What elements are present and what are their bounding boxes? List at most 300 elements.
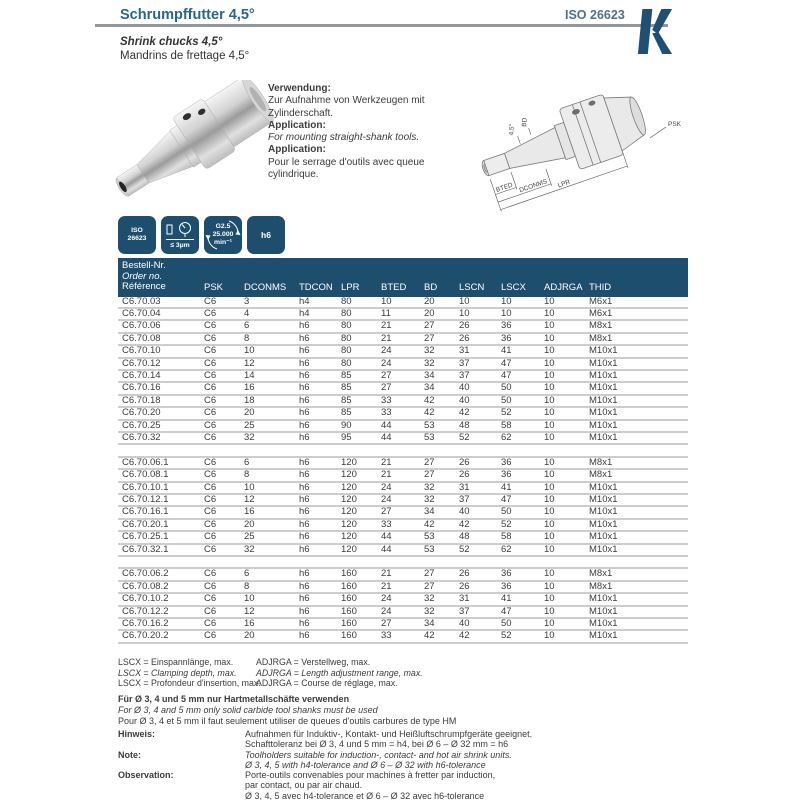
table-cell: 11 [377,308,420,320]
table-cell: h6 [295,370,337,382]
table-cell: 24 [377,345,420,357]
table-cell: 31 [455,345,497,357]
table-cell: h6 [295,320,337,332]
table-cell: 50 [497,506,540,518]
table-cell: 27 [420,568,455,580]
note-line: par contact, ou par air chaud. [245,780,363,791]
table-cell: C6 [200,606,240,618]
table-cell: C6.70.12 [118,358,200,370]
table-cell: 31 [455,482,497,494]
table-cell: 120 [337,544,377,556]
table-cell: 32 [420,606,455,618]
table-cell: 34 [420,382,455,394]
table-cell: C6.70.08.2 [118,581,200,593]
table-cell: M10x1 [585,395,688,407]
usage-text-fr: Pour le serrage d'outils avec queue cylindrique. [268,156,425,181]
table-cell: 20 [240,519,295,531]
table-cell: M10x1 [585,531,688,543]
table-cell: C6.70.20.2 [118,630,200,642]
table-cell: h6 [295,457,337,469]
table-row [118,320,688,332]
table-cell: h6 [295,382,337,394]
table-cell: 85 [337,395,377,407]
table-cell: 27 [377,382,420,394]
table-cell: 53 [420,531,455,543]
product-photo [100,80,290,208]
spec-table [118,258,688,644]
table-cell: M8x1 [585,469,688,481]
column-header: PSK [200,258,240,297]
table-cell: 27 [420,469,455,481]
table-cell: 10 [540,618,585,630]
table-cell: 27 [420,333,455,345]
table-cell: 10 [540,457,585,469]
table-cell: 44 [377,531,420,543]
table-cell: C6.70.18 [118,395,200,407]
table-row [118,297,688,308]
legend-line: LSCX = Clamping depth, max. [118,667,237,678]
table-cell: 6 [240,320,295,332]
table-cell: 6 [240,457,295,469]
table-cell: 160 [337,630,377,642]
note-body [245,770,675,800]
column-header: THID [585,258,688,297]
table-cell: 32 [420,358,455,370]
table-cell: C6.70.32.1 [118,544,200,556]
rotation-arrows-icon [204,216,242,254]
table-cell: 10 [540,469,585,481]
table-row [118,568,688,580]
table-cell: 16 [240,382,295,394]
spec-badges [118,216,285,254]
ref-header-de: Bestell-Nr. [122,260,166,271]
table-cell: M10x1 [585,618,688,630]
table-cell: h6 [295,568,337,580]
table-cell: 27 [377,370,420,382]
table-cell: 53 [420,432,455,444]
table-cell: 10 [540,370,585,382]
table-cell: 120 [337,469,377,481]
table-cell: 34 [420,618,455,630]
table-cell: h6 [295,494,337,506]
column-header: LSCN [455,258,497,297]
table-cell: C6 [200,407,240,419]
table-cell: 120 [337,494,377,506]
table-cell: 40 [455,618,497,630]
table-cell: C6.70.06 [118,320,200,332]
table-row [118,531,688,543]
table-cell: 16 [240,506,295,518]
table-cell: C6 [200,469,240,481]
table-cell: 120 [337,531,377,543]
table-cell: 26 [455,457,497,469]
table-cell: 160 [337,606,377,618]
table-cell: 41 [497,593,540,605]
column-header: LSCX [497,258,540,297]
table-row [118,382,688,394]
table-cell: 160 [337,593,377,605]
table-cell: 24 [377,593,420,605]
table-cell: 44 [377,544,420,556]
table-cell: 47 [497,606,540,618]
table-cell: C6 [200,457,240,469]
dim-label-angle: 4,5° [508,123,516,136]
column-header: ADJRGA [540,258,585,297]
table-cell: 10 [540,606,585,618]
table-cell: M10x1 [585,544,688,556]
section-separator [118,556,688,568]
table-cell: M8x1 [585,457,688,469]
note-label: Hinweis: [118,729,156,739]
table-cell: 36 [497,333,540,345]
table-cell: 95 [337,432,377,444]
table-cell: 18 [240,395,295,407]
table-cell: 36 [497,320,540,332]
table-cell: 26 [455,320,497,332]
table-cell: 32 [420,593,455,605]
table-cell: C6.70.16.2 [118,618,200,630]
table-cell: 10 [540,432,585,444]
table-cell: 24 [377,358,420,370]
table-cell: C6.70.10.2 [118,593,200,605]
table-cell: M8x1 [585,581,688,593]
dim-label-dconms: DCONMS [518,178,549,195]
dim-label-bted: BTED [495,181,514,194]
usage-label-en: Application: [268,119,326,131]
table-cell: h6 [295,606,337,618]
note-body [245,729,675,750]
table-row [118,370,688,382]
usage-text-de: Zur Aufnahme von Werkzeugen mit Zylinderschaft. [268,95,425,119]
table-cell: C6 [200,618,240,630]
table-row [118,358,688,370]
table-cell: M10x1 [585,482,688,494]
table-cell: 25 [240,531,295,543]
table-cell: 21 [377,457,420,469]
table-cell: h6 [295,407,337,419]
table-cell: 24 [377,482,420,494]
table-row [118,494,688,506]
table-cell: 62 [497,432,540,444]
table-cell: 27 [420,457,455,469]
table-row [118,544,688,556]
legend-lscx [118,657,261,689]
legend-line: ADJRGA = Course de réglage, max. [256,678,398,689]
table-cell: M10x1 [585,432,688,444]
table-cell: 50 [497,618,540,630]
table-cell: 10 [540,630,585,642]
subtitle-english: Shrink chucks 4,5° [120,36,223,48]
runout-badge [161,216,199,254]
note-label: Note: [118,749,141,760]
tolerance-badge [247,216,285,254]
table-cell: 10 [540,581,585,593]
table-cell: h6 [295,469,337,481]
usage-label-fr: Application: [268,144,326,156]
table-cell: 34 [420,370,455,382]
table-cell: 160 [337,568,377,580]
table-cell: 12 [240,494,295,506]
table-cell: 52 [497,630,540,642]
table-cell: 20 [240,630,295,642]
table-cell: 53 [420,544,455,556]
page-title: Schrumpffutter 4,5° [120,7,255,23]
table-cell: h6 [295,506,337,518]
table-cell: 10 [540,320,585,332]
table-cell: 42 [455,407,497,419]
balance-rpm: 25.000 [212,231,234,238]
table-cell: 48 [455,531,497,543]
table-cell: C6 [200,358,240,370]
table-cell: 10 [455,308,497,320]
table-cell: 8 [240,581,295,593]
table-cell: 160 [337,618,377,630]
table-cell: 14 [240,370,295,382]
table-cell: C6.70.06.2 [118,568,200,580]
dim-label-psk: PSK [668,121,682,128]
table-cell: 58 [497,531,540,543]
table-cell: 10 [540,506,585,518]
carbide-note-en: For Ø 3, 4 and 5 mm only solid carbide tool shanks must be used [118,705,378,715]
table-cell: C6 [200,568,240,580]
legend-line: ADJRGA = Verstellweg, max. [256,657,371,667]
table-row [118,457,688,469]
table-cell: 85 [337,370,377,382]
table-row [118,432,688,444]
table-cell: 10 [497,308,540,320]
table-cell: 80 [337,308,377,320]
table-cell: 36 [497,469,540,481]
table-cell: M10x1 [585,494,688,506]
table-cell: 41 [497,482,540,494]
usage-text-en: For mounting straight-shank tools. [268,132,420,144]
table-cell: 34 [420,506,455,518]
table-cell: 120 [337,519,377,531]
table-cell: 10 [540,358,585,370]
table-cell: M8x1 [585,568,688,580]
table-cell: 10 [540,544,585,556]
table-cell: C6.70.20.1 [118,519,200,531]
table-cell: 53 [420,420,455,432]
table-cell: C6 [200,506,240,518]
table-cell: h6 [295,531,337,543]
notes-block [118,729,675,800]
table-cell: C6.70.06.1 [118,457,200,469]
note-hinweis [118,729,675,750]
column-header: BTED [377,258,420,297]
note-observation [118,770,675,800]
table-cell: C6.70.12.1 [118,494,200,506]
table-cell: 21 [377,581,420,593]
table-cell: 80 [337,333,377,345]
table-cell: 32 [420,482,455,494]
dial-gauge-icon [164,221,196,238]
table-cell: C6 [200,382,240,394]
table-cell: 120 [337,457,377,469]
table-cell: 10 [540,333,585,345]
table-cell: 31 [455,593,497,605]
table-row [118,618,688,630]
table-cell: 40 [455,395,497,407]
table-cell: C6 [200,581,240,593]
table-cell: 27 [377,506,420,518]
table-cell: 8 [240,469,295,481]
table-cell: h4 [295,297,337,308]
table-cell: h6 [295,519,337,531]
legend-line: ADJRGA = Length adjustment range, max. [256,667,423,678]
table-cell: 44 [377,420,420,432]
table-row [118,482,688,494]
table-cell: M6x1 [585,297,688,308]
carbide-note-de: Für Ø 3, 4 und 5 mm nur Hartmetallschäfte verwenden [118,694,350,704]
note-english [118,750,675,771]
table-cell: C6.70.25 [118,420,200,432]
subtitle-french: Mandrins de frettage 4,5° [120,50,250,62]
table-cell: M10x1 [585,345,688,357]
table-cell: 42 [455,519,497,531]
usage-label-de: Verwendung: [268,83,331,94]
table-cell: 10 [540,297,585,308]
table-cell: 37 [455,494,497,506]
table-cell: 24 [377,606,420,618]
table-row [118,345,688,357]
table-cell: 26 [455,568,497,580]
table-cell: 120 [337,482,377,494]
table-cell: 80 [337,320,377,332]
table-cell: 10 [540,482,585,494]
table-cell: C6 [200,345,240,357]
spec-table-wrap [118,258,688,644]
table-cell: 10 [540,407,585,419]
column-header: TDCON [295,258,337,297]
table-cell: 20 [420,308,455,320]
column-header: DCONMS [240,258,295,297]
table-cell: 52 [497,407,540,419]
table-cell: C6 [200,482,240,494]
balance-unit: min⁻¹ [214,239,232,246]
table-cell: 20 [420,297,455,308]
runout-value: ≤ 3µm [170,241,190,249]
table-cell: 10 [540,382,585,394]
table-cell: M10x1 [585,382,688,394]
note-line: Ø 3, 4, 5 avec h4-tolerance et Ø 6 – Ø 32 avec h6-tolerance [245,790,485,800]
table-cell: h6 [295,395,337,407]
table-cell: 21 [377,568,420,580]
table-cell: 52 [497,519,540,531]
table-row [118,593,688,605]
table-cell: 80 [337,297,377,308]
table-cell: C6.70.03 [118,297,200,308]
table-cell: 20 [240,407,295,419]
table-cell: 27 [420,320,455,332]
table-cell: 10 [455,297,497,308]
tolerance-value: h6 [261,230,271,240]
table-cell: C6 [200,320,240,332]
table-cell: h6 [295,420,337,432]
table-cell: h6 [295,358,337,370]
table-cell: 85 [337,407,377,419]
table-row [118,519,688,531]
table-cell: h6 [295,333,337,345]
table-cell: C6 [200,630,240,642]
table-cell: 52 [455,544,497,556]
table-cell: 10 [540,593,585,605]
note-line: Toolholders suitable for induction-, contact- and hot air shrink units. [245,749,512,760]
table-cell: 21 [377,469,420,481]
table-cell: M8x1 [585,333,688,345]
table-cell: C6.70.08 [118,333,200,345]
table-cell: M10x1 [585,370,688,382]
table-cell: h6 [295,544,337,556]
table-cell: C6 [200,297,240,308]
table-cell: C6 [200,432,240,444]
table-cell: C6 [200,333,240,345]
table-cell: h6 [295,345,337,357]
table-cell: 50 [497,382,540,394]
carbide-note-fr: Pour Ø 3, 4 et 5 mm il faut seulement utiliser de queues d'outils carbures de type HM [118,716,457,726]
table-cell: 37 [455,358,497,370]
table-cell: C6.70.04 [118,308,200,320]
table-cell: M10x1 [585,506,688,518]
table-row [118,395,688,407]
table-cell: h6 [295,618,337,630]
table-cell: 32 [420,345,455,357]
table-cell: 90 [337,420,377,432]
table-cell: 37 [455,606,497,618]
dim-label-bd: BD [521,117,529,127]
table-cell: C6.70.16 [118,382,200,394]
table-row [118,630,688,642]
table-cell: 27 [420,581,455,593]
table-cell: 47 [497,494,540,506]
iso-badge-line1: ISO [131,227,143,234]
table-cell: C6 [200,420,240,432]
usage-text-block [268,83,450,181]
table-row [118,407,688,419]
table-cell: 40 [455,382,497,394]
table-cell: 47 [497,358,540,370]
table-cell: 42 [455,630,497,642]
table-cell: 42 [420,630,455,642]
table-row [118,606,688,618]
table-cell: 50 [497,395,540,407]
table-cell: h4 [295,308,337,320]
ref-header-en: Order no. [122,270,163,282]
table-row [118,420,688,432]
table-row [118,506,688,518]
spec-table-header [118,258,688,297]
table-cell: 10 [240,345,295,357]
table-cell: 4 [240,308,295,320]
table-cell: 21 [377,320,420,332]
table-cell: 10 [540,568,585,580]
table-cell: 33 [377,407,420,419]
iso-badge [118,216,156,254]
table-cell: 33 [377,630,420,642]
table-cell: C6.70.32 [118,432,200,444]
table-cell: 40 [455,506,497,518]
table-cell: M10x1 [585,407,688,419]
legend-line: LSCX = Einspannlänge, max. [118,657,234,667]
table-cell: 10 [240,593,295,605]
table-row [118,581,688,593]
table-cell: 41 [497,345,540,357]
table-cell: 12 [240,358,295,370]
table-cell: h6 [295,593,337,605]
table-cell: 26 [455,469,497,481]
table-cell: h6 [295,482,337,494]
table-cell: M10x1 [585,519,688,531]
